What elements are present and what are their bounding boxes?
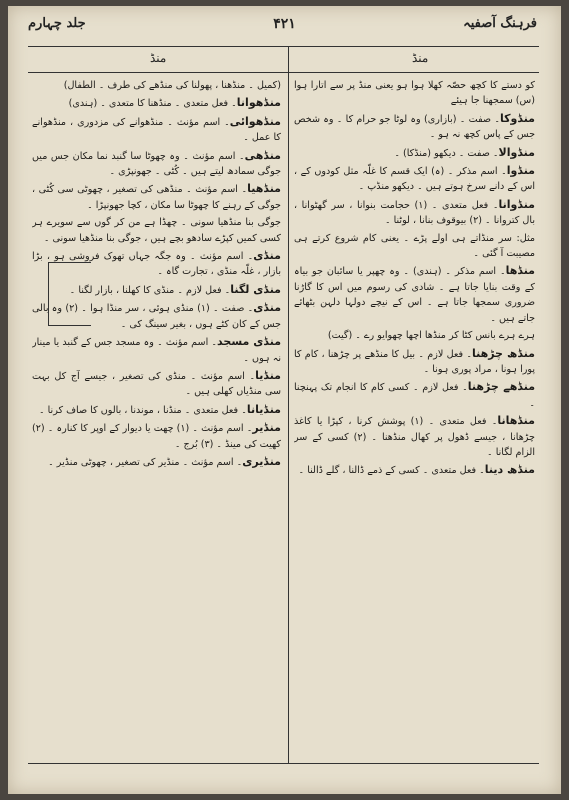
entry-definition: ۔ اسم مؤنث ۔ وہ چھوٹا سا گنبد نما مکان جس میں جوگی سمادھ لیتے ہیں ۔ کُٹی ۔ جھونپڑی ۔ <box>32 150 281 178</box>
entry-definition: ۔ فعل متعدی ۔ (۱) پوشش کرنا ، کپڑا یا کاغذ چڑھانا ، جیسے ڈھول پر کھال منڈھنا ۔ (۲) کسی کے سر الزام لگانا ۔ <box>294 416 535 458</box>
entry-headword: منڈی <box>253 249 281 263</box>
column-divider <box>288 46 289 764</box>
right-column <box>294 78 535 758</box>
entry-definition: ۔ فعل لازم ۔ منڈی کا کھلنا ، بازار لگنا ۔ <box>69 284 231 296</box>
entry-headword: منڈیری <box>242 454 281 468</box>
entry-headword: منڈھ دینا <box>484 463 535 477</box>
entry-definition: ۔ اسم مؤنث ۔ (۱) چھت یا دیوار کے اوپر کا کنارہ ۔ (۲) کھیت کی مینڈ ۔ (۳) بُرج ۔ <box>32 423 281 450</box>
bottom-rule <box>28 763 539 764</box>
top-rule <box>28 46 539 47</box>
entry-headword: منڈھ چڑھنا <box>471 346 535 360</box>
entry-definition: ۔ صفت ۔ (۱) منڈی ہوئی ، سر منڈا ہوا ۔ (۲) وہ بالی جس کے کان کٹے ہوں ، بغیر سینگ کی ۔ <box>32 303 281 330</box>
dictionary-entry <box>32 215 281 246</box>
entry-headword: منڈھوانا <box>236 96 281 110</box>
entry-headword: منڈوا <box>506 164 535 178</box>
entry-definition: ۔ اسم مؤنث ۔ منڈی کی تصغیر ، جیسے آج کل بہت سی منڈیاں کھلی ہیں ۔ <box>32 370 281 398</box>
entry-headword: منڈھی <box>244 148 281 162</box>
page-header <box>22 16 547 38</box>
dictionary-entry <box>32 95 281 111</box>
dictionary-entry <box>294 231 535 262</box>
dictionary-entry <box>294 462 535 478</box>
entry-definition: ۔ فعل لازم ۔ کسی کام کا انجام تک پہنچنا ۔ <box>294 382 535 409</box>
entry-headword: منڈیر <box>252 421 281 435</box>
entry-headword: منڈھے چڑھنا <box>467 380 535 394</box>
entry-definition: جوگی بنا منڈھیا سونی ۔ چھڈا ہے من کر گوں سے سویرے ہر کسی کمیں کپڑے سادھو بچے ہیں ، جوگی بنا منڈھیا سونی ۔ <box>32 217 281 244</box>
left-column-head: منڈ <box>150 51 167 65</box>
entry-headword: منڈھوائی <box>229 114 281 128</box>
entry-definition: ۔ اسم مؤنث ۔ منڈیر کی تصغیر ، چھوٹی منڈیر ۔ <box>48 456 243 468</box>
dictionary-entry <box>294 328 535 343</box>
entry-definition: ۔ صفت ۔ دیکھو (منڈکا) ۔ <box>394 147 499 159</box>
entry-definition: ۔ اسم مؤنث ۔ وہ مسجد جس کے گنبد یا مینار نہ ہوں ۔ <box>32 337 281 364</box>
entry-definition: ۔ صفت ۔ (بازاری) وہ لوٹا جو حرام کا ۔ وہ شخص جس کے پاس کچھ نہ ہو ۔ <box>294 113 535 141</box>
right-column-head: منڈ <box>412 51 429 65</box>
entry-definition: ۔ اسم مذکر ۔ (ہ) ایک قسم کا غلّہ مثل کودوں کے ، اس کے دانے سرخ ہوتے ہیں ۔ دیکھو منڈپ ۔ <box>294 166 535 193</box>
dictionary-entry <box>32 181 281 213</box>
dictionary-entry <box>294 379 535 411</box>
margin-bracket <box>48 262 91 326</box>
entry-definition: کو دستے کا کچھ حصّہ کھلا ہوا ہو یعنی منڈ پر سے اتارا ہوا (س) سمجھنا جا ہیئے <box>294 80 535 107</box>
dictionary-entry <box>294 145 535 161</box>
dictionary-entry <box>294 346 535 378</box>
left-column <box>32 78 281 758</box>
entry-definition: ۔ فعل متعدی ۔ منڈھنا کا متعدی ۔ (ہندی) <box>68 98 237 110</box>
entry-definition: ۔ اسم مذکر ۔ (ہندی) ۔ وہ چھپر یا سائبان جو بیاہ کے وقت بنایا جاتا ہے ۔ شادی کی رسوم میں اس کا گاڑنا ضروری سمجھا جاتا ہے ۔ اس کے نیچے دولہا دلہن بٹھائے جاتے ہیں ۔ <box>294 266 535 324</box>
entry-headword: منڈی لگنا <box>230 282 281 296</box>
dictionary-entry <box>294 413 535 460</box>
entry-headword: منڈھانا <box>497 414 535 428</box>
entry-headword: منڈیا <box>255 368 281 382</box>
entry-definition: ۔ اسم مؤنث ۔ منڈھی کی تصغیر ، چھوٹی سی کُٹی ، جوگی کے رہنے کا چھوٹا سا مکان ، کچا جھونپڑا ۔ <box>32 184 281 211</box>
entry-definition: ۔ اسم مؤنث ۔ منڈھوانے کی مزدوری ، منڈھوانے کا عمل ۔ <box>32 116 281 144</box>
dictionary-page <box>8 6 561 794</box>
entry-headword: منڈوانا <box>498 197 535 211</box>
dictionary-entry <box>294 263 535 326</box>
entry-headword: منڈھیا <box>247 182 281 196</box>
dictionary-entry <box>32 334 281 366</box>
entry-headword: منڈوالا <box>498 145 535 159</box>
entry-headword: منڈی مسجد <box>217 335 281 349</box>
dictionary-entry <box>294 111 535 143</box>
entry-definition: ۔ اسم مؤنث ۔ وہ جگہ جہاں تھوک فروشی ہو ، بڑا بازار ، غلّہ منڈی ، تجارت گاہ ۔ <box>32 251 281 278</box>
dictionary-entry <box>32 78 281 93</box>
entry-headword: منڈیانا <box>246 402 281 416</box>
entry-definition: ۔ فعل متعدی ۔ (۱) حجامت بنوانا ، سر گھٹوانا ، بال کتروانا ۔ (۲) بیوقوف بنانا ، لوٹنا ۔ <box>294 199 535 227</box>
book-title: فرہنگ آصفیہ <box>463 16 537 31</box>
entry-definition: ۔ فعل متعدی ۔ کسی کے ذمے ڈالنا ، گلے ڈالنا ۔ <box>298 465 485 477</box>
dictionary-entry <box>32 114 281 146</box>
dictionary-entry <box>294 163 535 195</box>
column-head-rule <box>28 72 539 73</box>
entry-definition: (کمیل ۔ منڈھنا ، پھولنا کی منڈھے کی طرف ۔ الطفال) <box>63 80 281 91</box>
dictionary-entry <box>32 402 281 418</box>
entry-definition: ۔ فعل لازم ۔ بیل کا منڈھے پر چڑھنا ، کام کا پورا ہونا ، مراد پوری ہونا ۔ <box>294 348 535 375</box>
dictionary-entry <box>294 197 535 229</box>
entry-headword: منڈوکا <box>499 111 535 125</box>
volume-label: جلد چہارم <box>28 16 86 31</box>
entry-headword: منڈی <box>253 301 281 315</box>
dictionary-entry <box>294 78 535 109</box>
entry-definition: مثل: سر منڈاتے ہی اولے پڑے ۔ یعنی کام شروع کرتے ہی مصیبت آ گئی ۔ <box>294 232 535 260</box>
dictionary-entry <box>32 148 281 180</box>
entry-headword: منڈھا <box>505 264 535 278</box>
entry-definition: ۔ فعل متعدی ۔ منڈنا ، موندنا ، بالوں کا صاف کرنا ۔ <box>38 404 247 416</box>
entry-definition: ہرے ہرے بانس کٹا کر منڈھا اچھا چھوایو رے ۔ (گیت) <box>327 330 535 342</box>
dictionary-entry <box>32 420 281 452</box>
dictionary-entry <box>32 454 281 470</box>
page-number: ۴۲۱ <box>273 16 296 32</box>
dictionary-entry <box>32 368 281 400</box>
